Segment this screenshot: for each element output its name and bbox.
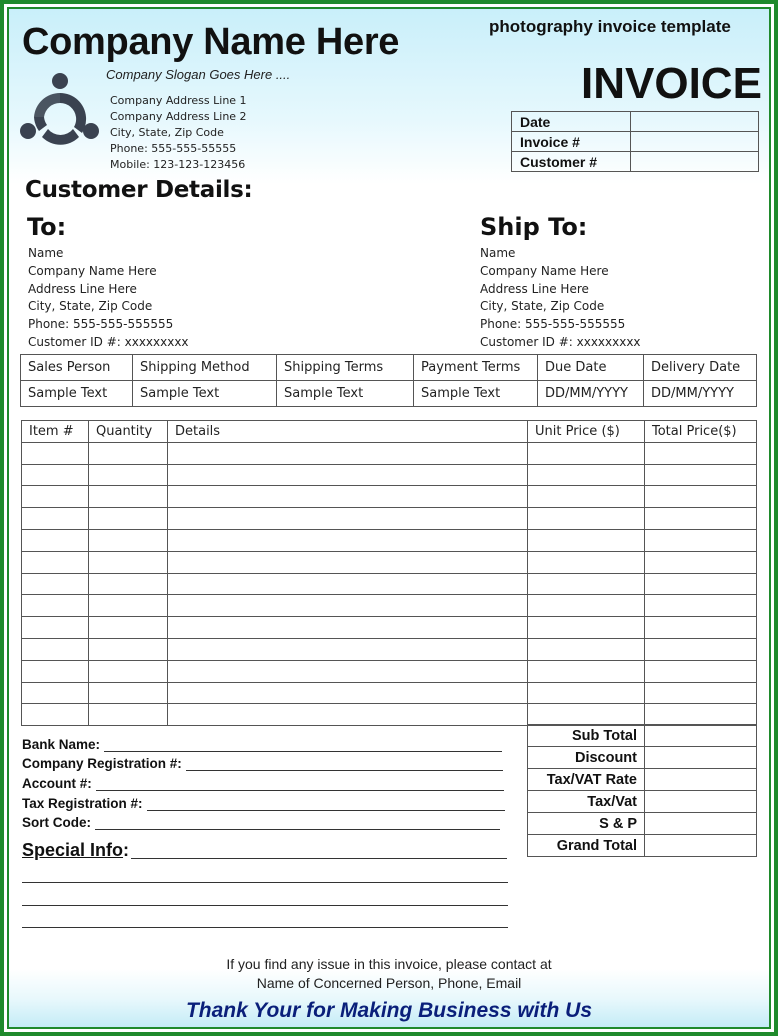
item-cell[interactable] xyxy=(645,529,757,551)
item-cell[interactable] xyxy=(528,442,645,464)
company-registration-field[interactable] xyxy=(186,758,503,771)
item-cell[interactable] xyxy=(528,682,645,704)
item-cell[interactable] xyxy=(89,442,168,464)
item-cell[interactable] xyxy=(528,529,645,551)
invoice-meta-table xyxy=(511,111,759,172)
item-cell[interactable] xyxy=(528,508,645,530)
address-mobile: Mobile: 123-123-123456 xyxy=(110,158,246,171)
terms-table xyxy=(20,354,757,407)
ship-to-address xyxy=(480,245,641,352)
grand-total-label: Grand Total xyxy=(528,835,645,857)
company-logo-icon xyxy=(19,71,101,153)
item-cell[interactable] xyxy=(645,682,757,704)
terms-header-row xyxy=(21,355,757,381)
company-name: Company Name Here xyxy=(22,21,400,63)
totals-row xyxy=(528,725,757,747)
item-cell[interactable] xyxy=(22,442,89,464)
item-cell[interactable] xyxy=(22,508,89,530)
account-field[interactable] xyxy=(96,778,504,791)
item-cell[interactable] xyxy=(168,682,528,704)
item-row xyxy=(22,660,757,682)
item-cell[interactable] xyxy=(528,638,645,660)
template-label: photography invoice template xyxy=(489,17,731,36)
item-row xyxy=(22,529,757,551)
special-info-colon: : xyxy=(123,840,130,860)
item-cell[interactable] xyxy=(168,660,528,682)
item-row xyxy=(22,486,757,508)
item-cell[interactable] xyxy=(528,595,645,617)
bill-to-address xyxy=(28,245,189,352)
item-cell[interactable] xyxy=(22,682,89,704)
item-cell[interactable] xyxy=(645,704,757,726)
item-cell[interactable] xyxy=(89,529,168,551)
item-cell[interactable] xyxy=(645,595,757,617)
item-cell[interactable] xyxy=(168,464,528,486)
ship-to-line: City, State, Zip Code xyxy=(480,299,605,314)
address-line: Company Address Line 2 xyxy=(110,110,247,123)
ship-to-line: Phone: 555-555-555555 xyxy=(480,317,626,332)
meta-label: Date xyxy=(512,112,631,132)
item-cell[interactable] xyxy=(528,464,645,486)
tax-value[interactable] xyxy=(645,791,757,813)
terms-header: Sales Person xyxy=(21,355,133,381)
item-cell[interactable] xyxy=(89,660,168,682)
item-cell[interactable] xyxy=(89,573,168,595)
totals-row xyxy=(528,791,757,813)
discount-label: Discount xyxy=(528,747,645,769)
item-cell[interactable] xyxy=(528,617,645,639)
item-row xyxy=(22,638,757,660)
bank-name-field[interactable] xyxy=(104,739,502,752)
special-info-heading xyxy=(22,840,129,861)
item-row xyxy=(22,595,757,617)
terms-header: Shipping Method xyxy=(133,355,277,381)
bill-to-heading: To: xyxy=(27,213,67,241)
special-info-label: Special Info xyxy=(22,840,124,860)
item-cell[interactable] xyxy=(528,704,645,726)
tax-label: Tax/Vat xyxy=(528,791,645,813)
invoice-title: INVOICE xyxy=(581,59,762,108)
account-row xyxy=(22,771,505,791)
company-registration-row xyxy=(22,752,505,772)
item-cell[interactable] xyxy=(168,595,528,617)
address-phone: Phone: 555-555-55555 xyxy=(110,142,237,155)
sub-total-label: Sub Total xyxy=(528,725,645,747)
sort-code-row xyxy=(22,811,505,831)
item-row xyxy=(22,617,757,639)
item-cell[interactable] xyxy=(645,508,757,530)
item-cell[interactable] xyxy=(168,551,528,573)
ship-to-line: Customer ID #: xxxxxxxxx xyxy=(480,334,641,349)
item-cell[interactable] xyxy=(22,551,89,573)
item-cell[interactable] xyxy=(168,529,528,551)
item-row xyxy=(22,464,757,486)
item-cell[interactable] xyxy=(168,486,528,508)
date-field[interactable] xyxy=(631,112,759,132)
items-header: Total Price($) xyxy=(645,421,757,443)
terms-header: Shipping Terms xyxy=(277,355,414,381)
meta-row-date xyxy=(512,112,759,132)
sort-code-field[interactable] xyxy=(95,817,500,830)
item-cell[interactable] xyxy=(645,551,757,573)
totals-row xyxy=(528,769,757,791)
item-cell[interactable] xyxy=(22,660,89,682)
address-line: Company Address Line 1 xyxy=(110,94,247,107)
tax-registration-field[interactable] xyxy=(147,798,505,811)
shipping-label: S & P xyxy=(528,813,645,835)
item-rows xyxy=(22,442,757,725)
item-cell[interactable] xyxy=(22,573,89,595)
bill-to-line: Phone: 555-555-555555 xyxy=(28,317,174,332)
bill-to-line: City, State, Zip Code xyxy=(28,299,153,314)
item-cell[interactable] xyxy=(645,638,757,660)
invoice-page xyxy=(7,7,771,1029)
item-cell[interactable] xyxy=(168,508,528,530)
items-header: Item # xyxy=(22,421,89,443)
item-cell[interactable] xyxy=(168,573,528,595)
item-cell[interactable] xyxy=(645,617,757,639)
items-header-row xyxy=(22,421,757,443)
bill-to-line: Customer ID #: xxxxxxxxx xyxy=(28,334,189,349)
item-cell[interactable] xyxy=(89,508,168,530)
address-line: City, State, Zip Code xyxy=(110,126,224,139)
item-cell[interactable] xyxy=(168,617,528,639)
shipping-value[interactable] xyxy=(645,813,757,835)
items-header: Unit Price ($) xyxy=(528,421,645,443)
special-info-line[interactable] xyxy=(22,905,508,906)
tax-rate-value[interactable] xyxy=(645,769,757,791)
item-cell[interactable] xyxy=(645,573,757,595)
bank-name-row xyxy=(22,732,505,752)
special-info-line[interactable] xyxy=(22,882,508,883)
contact-note: If you find any issue in this invoice, please contact at xyxy=(226,956,552,972)
item-cell[interactable] xyxy=(22,638,89,660)
item-cell[interactable] xyxy=(528,486,645,508)
delivery-date-field[interactable]: DD/MM/YYYY xyxy=(644,381,757,407)
payment-terms-field[interactable]: Sample Text xyxy=(414,381,538,407)
terms-value-row xyxy=(21,381,757,407)
items-table xyxy=(21,420,757,726)
item-cell[interactable] xyxy=(645,464,757,486)
bill-to-line: Name xyxy=(28,246,64,260)
item-row xyxy=(22,704,757,726)
meta-row-invoice xyxy=(512,132,759,152)
tax-registration-row xyxy=(22,791,505,811)
totals-row xyxy=(528,813,757,835)
item-cell[interactable] xyxy=(168,638,528,660)
company-address xyxy=(110,93,247,173)
grand-total-value[interactable] xyxy=(645,835,757,857)
discount-value[interactable] xyxy=(645,747,757,769)
item-cell[interactable] xyxy=(528,660,645,682)
item-cell[interactable] xyxy=(22,704,89,726)
item-row xyxy=(22,508,757,530)
item-cell[interactable] xyxy=(22,464,89,486)
ship-to-line: Company Name Here xyxy=(480,263,609,278)
sort-code-label: Sort Code: xyxy=(22,815,91,831)
item-cell[interactable] xyxy=(89,595,168,617)
item-cell[interactable] xyxy=(89,464,168,486)
item-cell[interactable] xyxy=(528,573,645,595)
meta-row-customer xyxy=(512,152,759,172)
item-cell[interactable] xyxy=(89,551,168,573)
item-cell[interactable] xyxy=(645,486,757,508)
sales-person-field[interactable]: Sample Text xyxy=(21,381,133,407)
totals-row xyxy=(528,835,757,857)
item-cell[interactable] xyxy=(645,442,757,464)
sub-total-value[interactable] xyxy=(645,725,757,747)
item-cell[interactable] xyxy=(22,617,89,639)
contact-person: Name of Concerned Person, Phone, Email xyxy=(256,975,522,991)
terms-header: Payment Terms xyxy=(414,355,538,381)
bill-to-line: Company Name Here xyxy=(28,263,157,278)
item-row xyxy=(22,551,757,573)
ship-to-line: Address Line Here xyxy=(480,281,589,296)
item-cell[interactable] xyxy=(528,551,645,573)
item-row xyxy=(22,442,757,464)
item-cell[interactable] xyxy=(168,704,528,726)
item-row xyxy=(22,682,757,704)
company-slogan: Company Slogan Goes Here .... xyxy=(106,67,291,82)
item-cell[interactable] xyxy=(22,486,89,508)
invoice-number-field[interactable] xyxy=(631,132,759,152)
due-date-field[interactable]: DD/MM/YYYY xyxy=(538,381,644,407)
thank-you-message: Thank Your for Making Business with Us xyxy=(185,999,593,1022)
ship-to-heading: Ship To: xyxy=(480,213,588,241)
item-cell[interactable] xyxy=(22,529,89,551)
totals-row xyxy=(528,747,757,769)
tax-rate-label: Tax/VAT Rate xyxy=(528,769,645,791)
terms-header: Delivery Date xyxy=(644,355,757,381)
item-cell[interactable] xyxy=(168,442,528,464)
customer-number-field[interactable] xyxy=(631,152,759,172)
item-cell[interactable] xyxy=(89,704,168,726)
special-info-line[interactable] xyxy=(22,927,508,928)
ship-to-line: Name xyxy=(480,246,516,260)
meta-label: Invoice # xyxy=(512,132,631,152)
item-cell[interactable] xyxy=(89,617,168,639)
shipping-method-field[interactable]: Sample Text xyxy=(133,381,277,407)
account-label: Account #: xyxy=(22,776,92,792)
items-header: Details xyxy=(168,421,528,443)
shipping-terms-field[interactable]: Sample Text xyxy=(277,381,414,407)
items-header: Quantity xyxy=(89,421,168,443)
item-row xyxy=(22,573,757,595)
bill-to-line: Address Line Here xyxy=(28,281,137,296)
company-registration-label: Company Registration #: xyxy=(22,756,182,772)
bank-details xyxy=(22,732,505,830)
item-cell[interactable] xyxy=(89,486,168,508)
tax-registration-label: Tax Registration #: xyxy=(22,795,143,811)
item-cell[interactable] xyxy=(89,638,168,660)
item-cell[interactable] xyxy=(89,682,168,704)
item-cell[interactable] xyxy=(22,595,89,617)
meta-label: Customer # xyxy=(512,152,631,172)
item-cell[interactable] xyxy=(645,660,757,682)
customer-details-heading: Customer Details: xyxy=(25,177,253,203)
special-info-field[interactable] xyxy=(131,858,507,859)
totals-table xyxy=(527,724,757,857)
bank-name-label: Bank Name: xyxy=(22,736,101,752)
terms-header: Due Date xyxy=(538,355,644,381)
